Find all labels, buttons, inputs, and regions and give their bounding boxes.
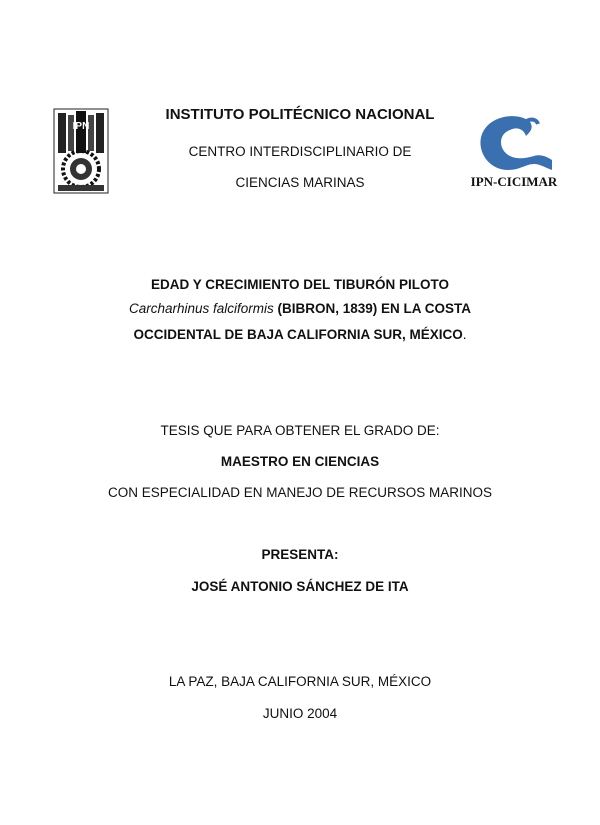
svg-text:IPN: IPN [72, 121, 90, 132]
degree-intro: TESIS QUE PARA OBTENER EL GRADO DE: [160, 423, 440, 438]
thesis-title-line1: EDAD Y CRECIMIENTO DEL TIBURÓN PILOTO [150, 277, 450, 292]
center-name-line1: CENTRO INTERDISCIPLINARIO DE [188, 144, 412, 159]
presenter-name: JOSÉ ANTONIO SÁNCHEZ DE ITA [191, 579, 409, 594]
species-name: Carcharhinus falciformis [128, 301, 274, 316]
degree-name: MAESTRO EN CIENCIAS [220, 454, 380, 469]
cicimar-logo-text: IPN-CICIMAR [470, 174, 558, 189]
cicimar-logo [468, 112, 560, 200]
thesis-title-line3-text: OCCIDENTAL DE BAJA CALIFORNIA SUR, MÉXICO [133, 327, 463, 342]
thesis-title-line2 [0, 301, 600, 316]
presenter-label: PRESENTA: [261, 547, 339, 562]
thesis-title-period: . [462, 327, 467, 342]
thesis-title-line2-rest: (BIBRON, 1839) EN LA COSTA [273, 301, 472, 316]
thesis-title-line3 [0, 327, 600, 342]
place: LA PAZ, BAJA CALIFORNIA SUR, MÉXICO [168, 674, 432, 689]
date: JUNIO 2004 [262, 706, 338, 721]
institution-name: INSTITUTO POLITÉCNICO NACIONAL [165, 106, 435, 123]
degree-specialty: CON ESPECIALIDAD EN MANEJO DE RECURSOS MARINOS [107, 485, 493, 500]
center-name-line2: CIENCIAS MARINAS [235, 175, 365, 190]
